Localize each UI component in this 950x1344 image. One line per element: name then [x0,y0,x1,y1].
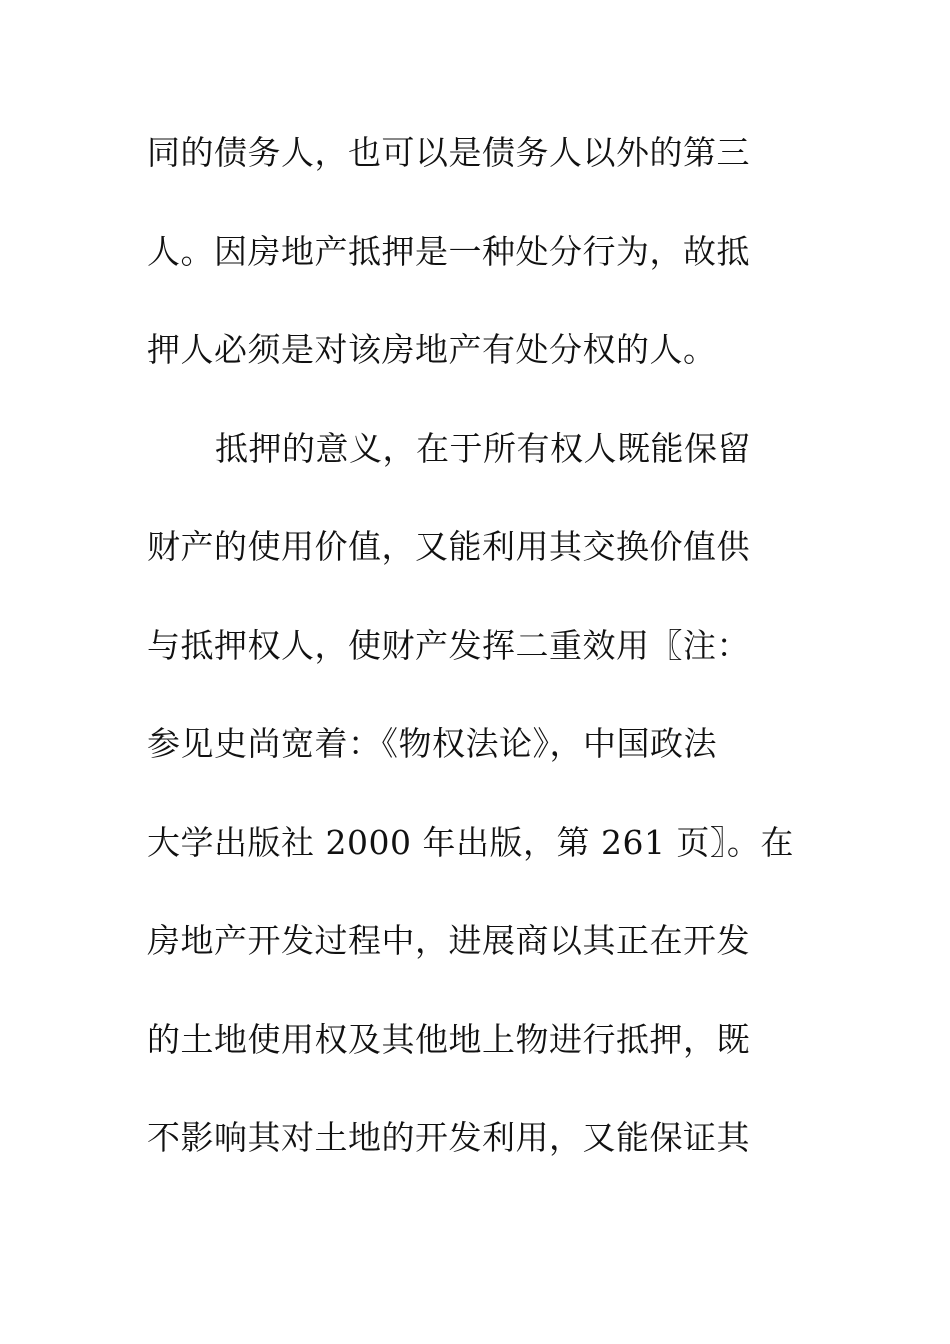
text-line: 房地产开发过程中，进展商以其正在开发 [147,921,750,960]
text-line: 的土地使用权及其他地上物进行抵押，既 [147,1019,750,1059]
body-text [147,123,807,1207]
text-line: 大学出版社 2000 年出版，第 261 页〗。在 [147,822,794,862]
text-line: 参见史尚宽着：《物权法论》，中国政法 [147,724,717,763]
text-line: 财产的使用价值，又能利用其交换价值供 [147,527,750,566]
text-line: 同的债务人，也可以是债务人以外的第三 [147,133,750,172]
text-line: 不影响其对土地的开发利用，又能保证其 [147,1118,750,1157]
text-line: 与抵押权人，使财产发挥二重效用〖注： [147,625,750,665]
text-line: 人。因房地产抵押是一种处分行为，故抵 [147,231,750,271]
text-line: 押人必须是对该房地产有处分权的人。 [147,330,717,369]
paragraph-first-line: 抵押的意义，在于所有权人既能保留 [215,428,751,468]
